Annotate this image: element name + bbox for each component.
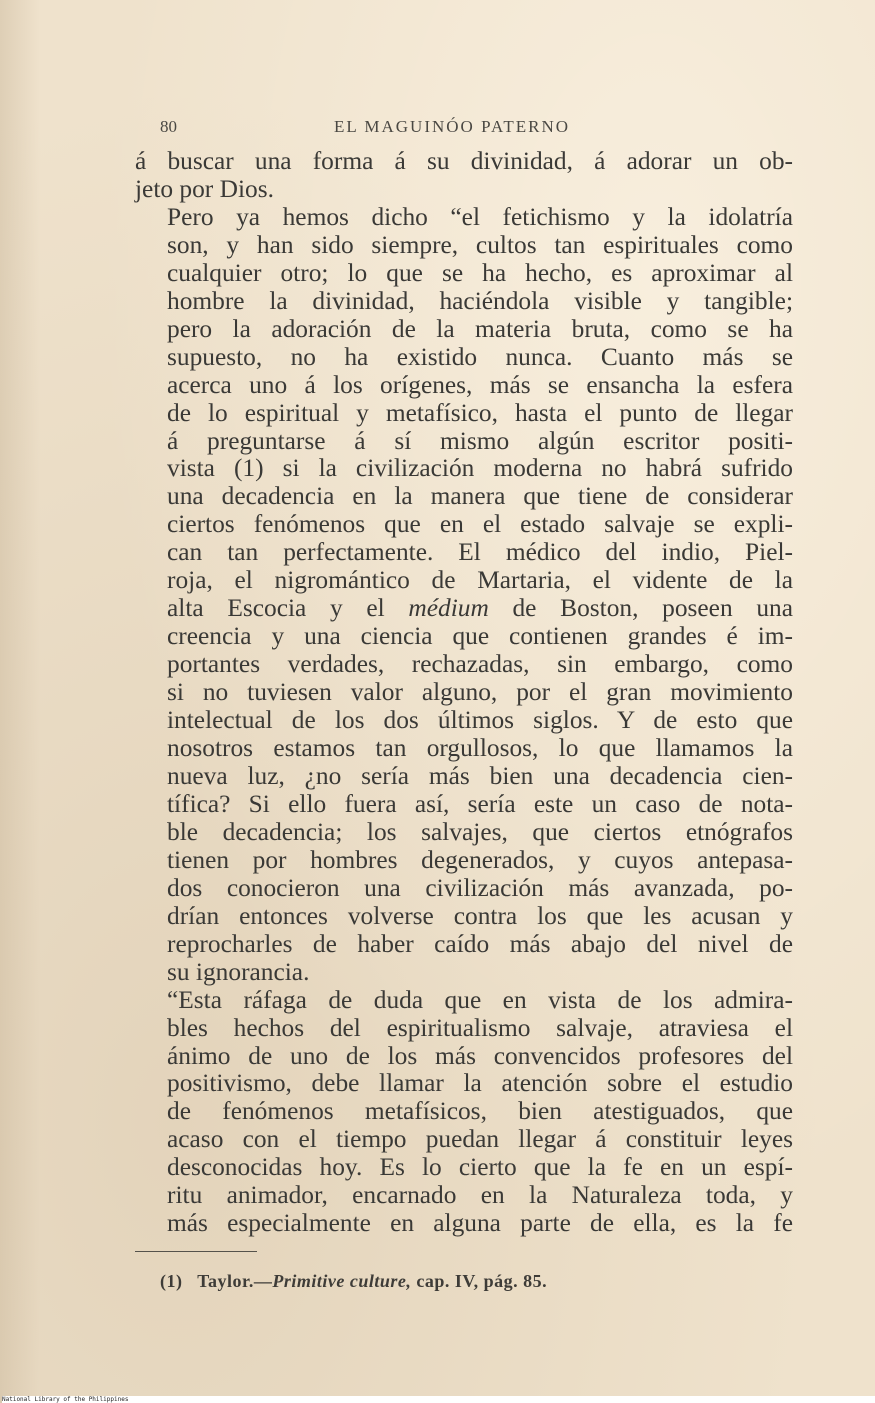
text-line: de lo espiritual y metafísico, hasta el punto de llegar xyxy=(167,398,793,427)
text-line: jeto por Dios. xyxy=(135,174,274,203)
text-line: reprocharles de haber caído más abajo del nivel de xyxy=(167,929,793,958)
text-line: una decadencia en la manera que tiene de considerar xyxy=(167,482,793,511)
text-line: su ignorancia. xyxy=(167,957,310,986)
text-line: portantes verdades, rechazadas, sin embargo, como xyxy=(167,650,793,679)
text-line: si no tuviesen valor alguno, por el gran movimiento xyxy=(167,678,793,707)
text-line: ble decadencia; los salvajes, que ciertos etnógrafos xyxy=(167,817,793,846)
paragraph-2 xyxy=(135,204,793,987)
text-line: Pero ya hemos dicho “el fetichismo y la idolatría xyxy=(167,202,793,231)
italic-term: médium xyxy=(408,594,489,623)
text-line: can tan perfectamente. El médico del indio, Piel- xyxy=(167,538,793,567)
running-title: EL MAGUINÓO PATERNO xyxy=(334,117,571,136)
text-line: dos conocieron una civilización más avanzada, po- xyxy=(167,873,793,902)
text-line: desconocidas hoy. Es lo cierto que la fe en un espí- xyxy=(167,1153,793,1182)
paragraph-3 xyxy=(135,987,793,1239)
text-line: roja, el nigromántico de Martaria, el vidente de la xyxy=(167,566,793,595)
text-line: más especialmente en alguna parte de ella, es la fe xyxy=(167,1209,793,1238)
text-line: tienen por hombres degenerados, y cuyos antepasa- xyxy=(167,845,793,874)
text-line: á preguntarse á sí mismo algún escritor positi- xyxy=(167,426,793,455)
text-line: bles hechos del espiritualismo salvaje, atraviesa el xyxy=(167,1013,793,1042)
text-line: drían entonces volverse contra los que les acusan y xyxy=(167,901,793,930)
footnote-marker: (1) xyxy=(160,1271,183,1291)
text-line: creencia y una ciencia que contienen grandes é im- xyxy=(167,622,793,651)
text-line: ánimo de uno de los más convencidos profesores del xyxy=(167,1041,793,1070)
text-line: supuesto, no ha existido nunca. Cuanto más se xyxy=(167,342,793,371)
text-segment: alta Escocia y el xyxy=(167,594,385,623)
text-line: nueva luz, ¿no sería más bien una decadencia cien- xyxy=(167,761,793,790)
text-line: ritu animador, encarnado en la Naturaleza toda, y xyxy=(167,1181,793,1210)
page-header xyxy=(160,117,600,141)
text-line: tífica? Si ello fuera así, sería este un caso de nota- xyxy=(167,789,793,818)
text-line: cualquier otro; lo que se ha hecho, es aproximar al xyxy=(167,258,793,287)
text-line: pero la adoración de la materia bruta, como se ha xyxy=(167,314,793,343)
footnote-reference: cap. IV, pág. 85. xyxy=(416,1271,548,1291)
text-segment: de Boston, poseen una xyxy=(512,594,793,623)
footnote-divider xyxy=(135,1251,257,1252)
text-line: á buscar una forma á su divinidad, á adorar un ob- xyxy=(135,147,793,175)
footnote-title: Primitive culture, xyxy=(272,1271,412,1291)
body-text xyxy=(135,148,793,1238)
paragraph-1 xyxy=(135,148,793,204)
library-stamp: National Library of the Philippines xyxy=(2,1396,875,1403)
text-line: de fenómenos metafísicos, bien atestiguados, que xyxy=(167,1097,793,1126)
text-line: intelectual de los dos últimos siglos. Y de esto que xyxy=(167,706,793,735)
text-line: positivismo, debe llamar la atención sobre el estudio xyxy=(167,1069,793,1098)
text-line: hombre la divinidad, haciéndola visible y tangible; xyxy=(167,286,793,315)
text-line: son, y han sido siempre, cultos tan espirituales como xyxy=(167,230,793,259)
text-line: acaso con el tiempo puedan llegar á constituir leyes xyxy=(167,1125,793,1154)
footnote-author: Taylor.— xyxy=(197,1271,273,1291)
footnote xyxy=(160,1271,547,1292)
text-line: nosotros estamos tan orgullosos, lo que llamamos la xyxy=(167,734,793,763)
text-line: ciertos fenómenos que en el estado salvaje se expli- xyxy=(167,510,793,539)
text-line: “Esta ráfaga de duda que en vista de los admira- xyxy=(167,985,793,1014)
page-number: 80 xyxy=(160,117,177,136)
text-line-with-italic xyxy=(135,595,793,623)
text-line: vista (1) si la civilización moderna no habrá sufrido xyxy=(167,454,793,483)
text-line: acerca uno á los orígenes, más se ensancha la esfera xyxy=(167,370,793,399)
